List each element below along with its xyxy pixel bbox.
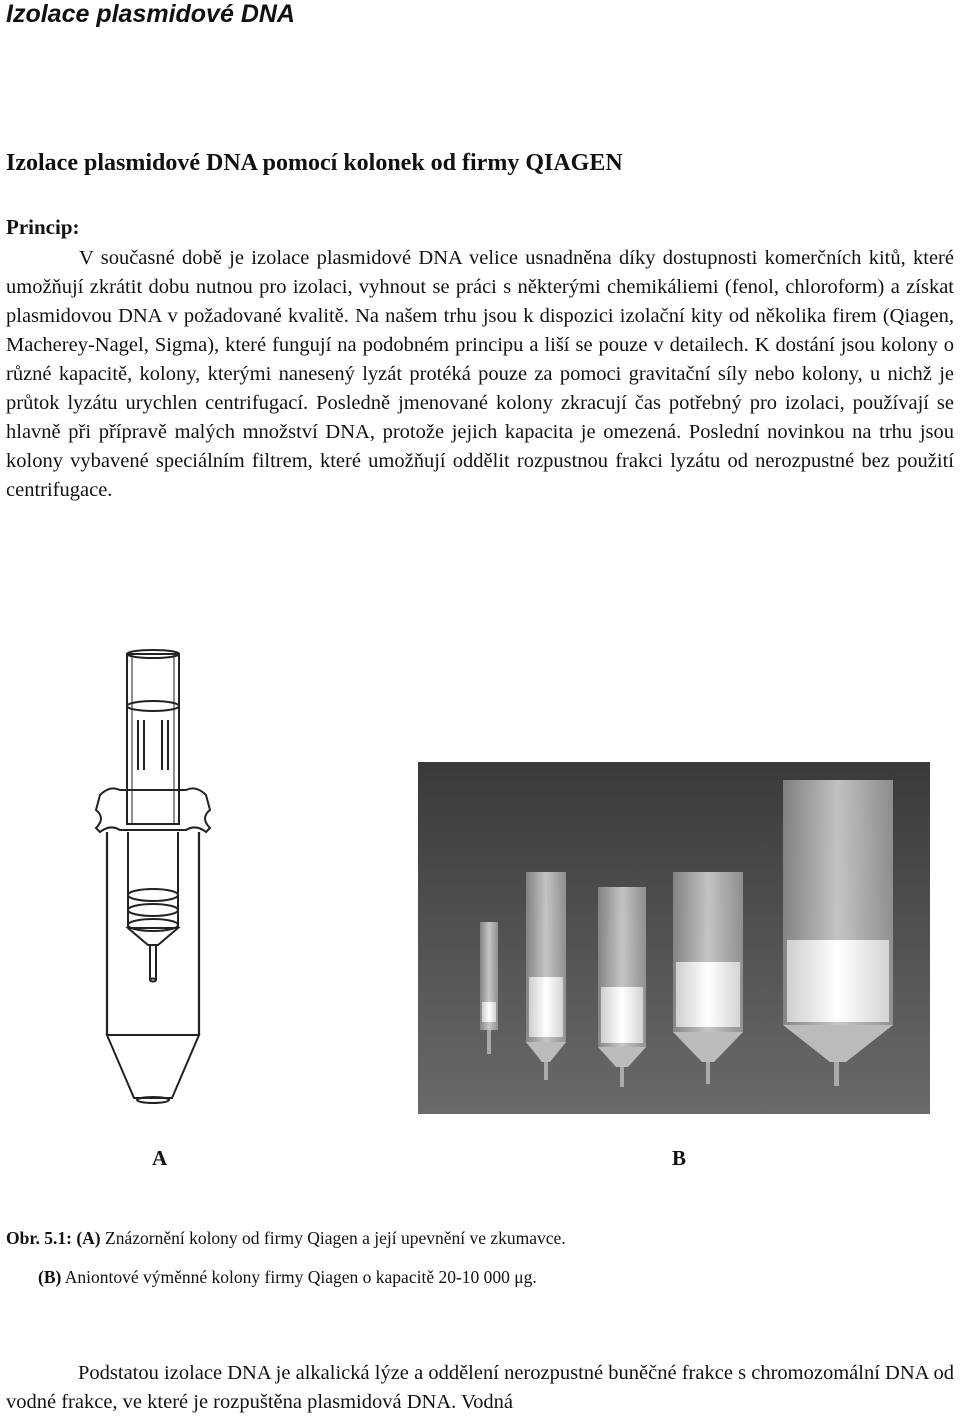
method-paragraph: Podstatou izolace DNA je alkalická lýze a oddělení nerozpustné buněčné frakce s chromozomální DNA od vodné frakce, ve které je rozpuštěna plasmidová DNA. Vodná [6, 1362, 954, 1413]
figure-5-1 [0, 620, 960, 1220]
caption-prefix: Obr. 5.1: [6, 1228, 72, 1248]
principle-heading: Princip: [6, 215, 80, 239]
column-diagram-a [60, 620, 360, 1120]
caption-text-b: Aniontové výměnné kolony firmy Qiagen o kapacitě 20-10 000 μg. [61, 1267, 537, 1287]
principle-paragraph: V současné době je izolace plasmidové DNA velice usnadněna díky dostupnosti komerčních kitů, které umožňují zkrátit dobu nutnou pro izolaci, vyhnout se práci s některými chemikáliemi (fenol, chloroform) a získat plasmidovou DNA v požadované kvalitě. Na našem trhu jsou k dispozici izolační kity od několika firem (Qiagen, Macherey-Nagel, Sigma), které fungují na podobném principu a liší se pouze v detailech. K dostání jsou kolony o různé kapacitě, kolony, kterými nanesený lyzát protéká pouze za pomoci gravitační síly nebo kolony, u nichž je průtok lyzátu urychlen centrifugací. Posledně jmenované kolony zkracují čas potřebný pro izolaci, používají se hlavně při přípravě malých množství DNA, protože jejich kapacita je omezená. Poslední novinkou na trhu jsou kolony vybavené speciálním filtrem, které umožňují oddělit rozpustnou frakci lyzátu od nerozpustné bez použití centrifugace. [6, 247, 954, 501]
caption-marker-a: (A) [76, 1228, 101, 1248]
figure-caption-2 [38, 1267, 537, 1288]
section-title: Izolace plasmidové DNA pomocí kolonek od firmy QIAGEN [6, 150, 623, 176]
figure-label-a: A [152, 1146, 168, 1170]
caption-marker-b: (B) [38, 1267, 62, 1287]
figure-label-b: B [672, 1146, 687, 1170]
caption-text-a: Znázornění kolony od firmy Qiagen a její upevnění ve zkumavce. [100, 1228, 566, 1248]
figure-caption-1 [6, 1228, 566, 1249]
column-photo-b [418, 762, 930, 1114]
page-title: Izolace plasmidové DNA [6, 0, 295, 28]
columns-illustration [418, 762, 930, 1114]
